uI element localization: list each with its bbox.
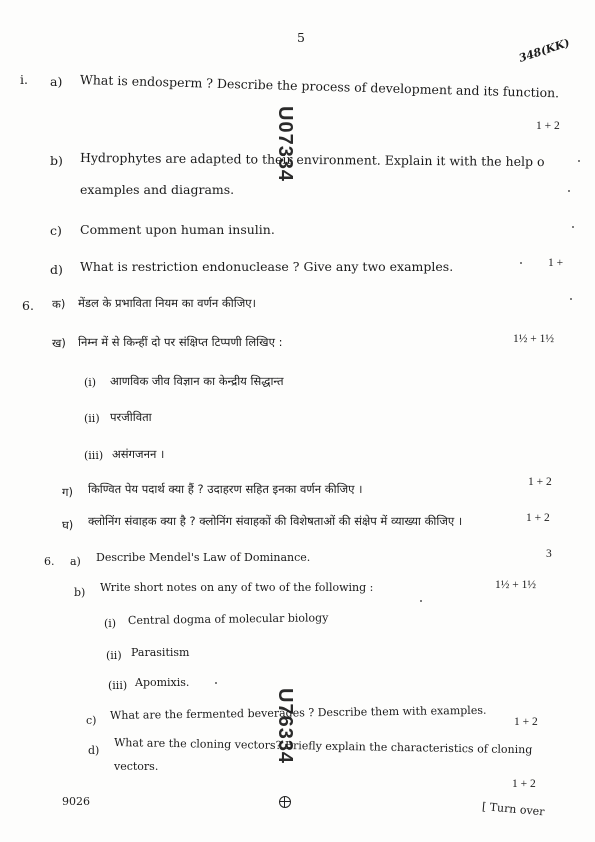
scan-speck [568, 190, 570, 192]
scan-speck [520, 262, 522, 264]
sub-item-label: (i) [104, 617, 117, 630]
marks: 1½ + 1½ [495, 579, 536, 591]
marks: 3 [546, 548, 552, 560]
question-number: 6. [44, 555, 55, 568]
sub-item-label: (ii) [84, 412, 100, 425]
scan-speck [215, 682, 217, 684]
question-text: निम्न में से किन्हीं दो पर संक्षिप्त टिप्पणी लिखिए : [78, 335, 283, 349]
stamp-bottom: U76334 [274, 688, 296, 765]
question-label: b) [74, 586, 86, 599]
question-label: क) [52, 297, 66, 311]
question-label: d) [88, 744, 100, 757]
question-text: मेंडल के प्रभाविता नियम का वर्णन कीजिए। [78, 296, 256, 310]
question-label: a) [70, 555, 81, 568]
paper-code-footer: 9026 [62, 795, 90, 808]
page-number: 5 [297, 30, 305, 45]
scan-speck [420, 600, 422, 602]
scan-speck [578, 160, 580, 162]
marks: 1 + 2 [528, 476, 552, 488]
question-text: What is restriction endonuclease ? Give any two examples. [80, 259, 454, 274]
question-text: vectors. [114, 760, 159, 773]
sub-item-text: परजीविता [110, 410, 152, 424]
question-text: किण्वित पेय पदार्थ क्या हैं ? उदाहरण सहित इनका वर्णन कीजिए । [88, 482, 363, 496]
scan-speck [572, 226, 574, 228]
question-text: What is endosperm ? Describe the process of development and its function. [79, 72, 560, 101]
marks: 1 + 2 [512, 778, 536, 790]
sub-item-text: आणविक जीव विज्ञान का केन्द्रीय सिद्धान्त [110, 374, 284, 388]
marks: 1 + 2 [526, 512, 550, 524]
question-label: घ) [62, 518, 74, 532]
question-label: a) [50, 74, 63, 89]
marks: 1 + [548, 257, 564, 269]
question-text: Hydrophytes are adapted to their environment. Explain it with the help o [79, 150, 545, 170]
question-text: examples and diagrams. [80, 182, 235, 197]
sub-item-text: Parasitism [131, 646, 190, 659]
question-label: b) [50, 153, 63, 168]
paper-code-top: 348(KK) [517, 36, 572, 65]
question-text: Describe Mendel's Law of Dominance. [96, 551, 311, 564]
turn-over-note: [ Turn over [481, 800, 545, 819]
question-label: c) [50, 223, 62, 238]
sub-item-label: (ii) [106, 649, 122, 662]
registration-mark-icon [279, 796, 291, 808]
question-text: What are the cloning vectors? Briefly explain the characteristics of cloning [113, 736, 533, 757]
question-label: c) [86, 714, 97, 727]
question-text: क्लोनिंग संवाहक क्या है ? क्लोनिंग संवाहकों की विशेषताओं की संक्षेप में व्याख्या कीजिए । [88, 514, 463, 528]
sub-item-label: (iii) [108, 679, 128, 692]
marks: 1 + 2 [536, 120, 560, 132]
marks: 1 + 2 [514, 716, 538, 728]
question-text: Write short notes on any of two of the following : [100, 581, 374, 594]
question-text: Comment upon human insulin. [80, 222, 275, 237]
question-label: ख) [52, 336, 66, 350]
question-label: d) [50, 262, 63, 277]
question-text: What are the fermented beverages ? Describe them with examples. [109, 703, 487, 722]
marks: 1½ + 1½ [513, 333, 554, 345]
question-number: i. [20, 72, 28, 87]
sub-item-text: असंगजनन । [112, 447, 165, 461]
question-number: 6. [22, 298, 34, 313]
sub-item-label: (iii) [84, 449, 104, 462]
sub-item-label: (i) [84, 376, 97, 389]
sub-item-text: Central dogma of molecular biology [127, 611, 329, 627]
scan-speck [570, 298, 572, 300]
sub-item-text: Apomixis. [135, 676, 190, 689]
stamp-top: U07334 [274, 106, 296, 183]
question-label: ग) [62, 485, 73, 499]
